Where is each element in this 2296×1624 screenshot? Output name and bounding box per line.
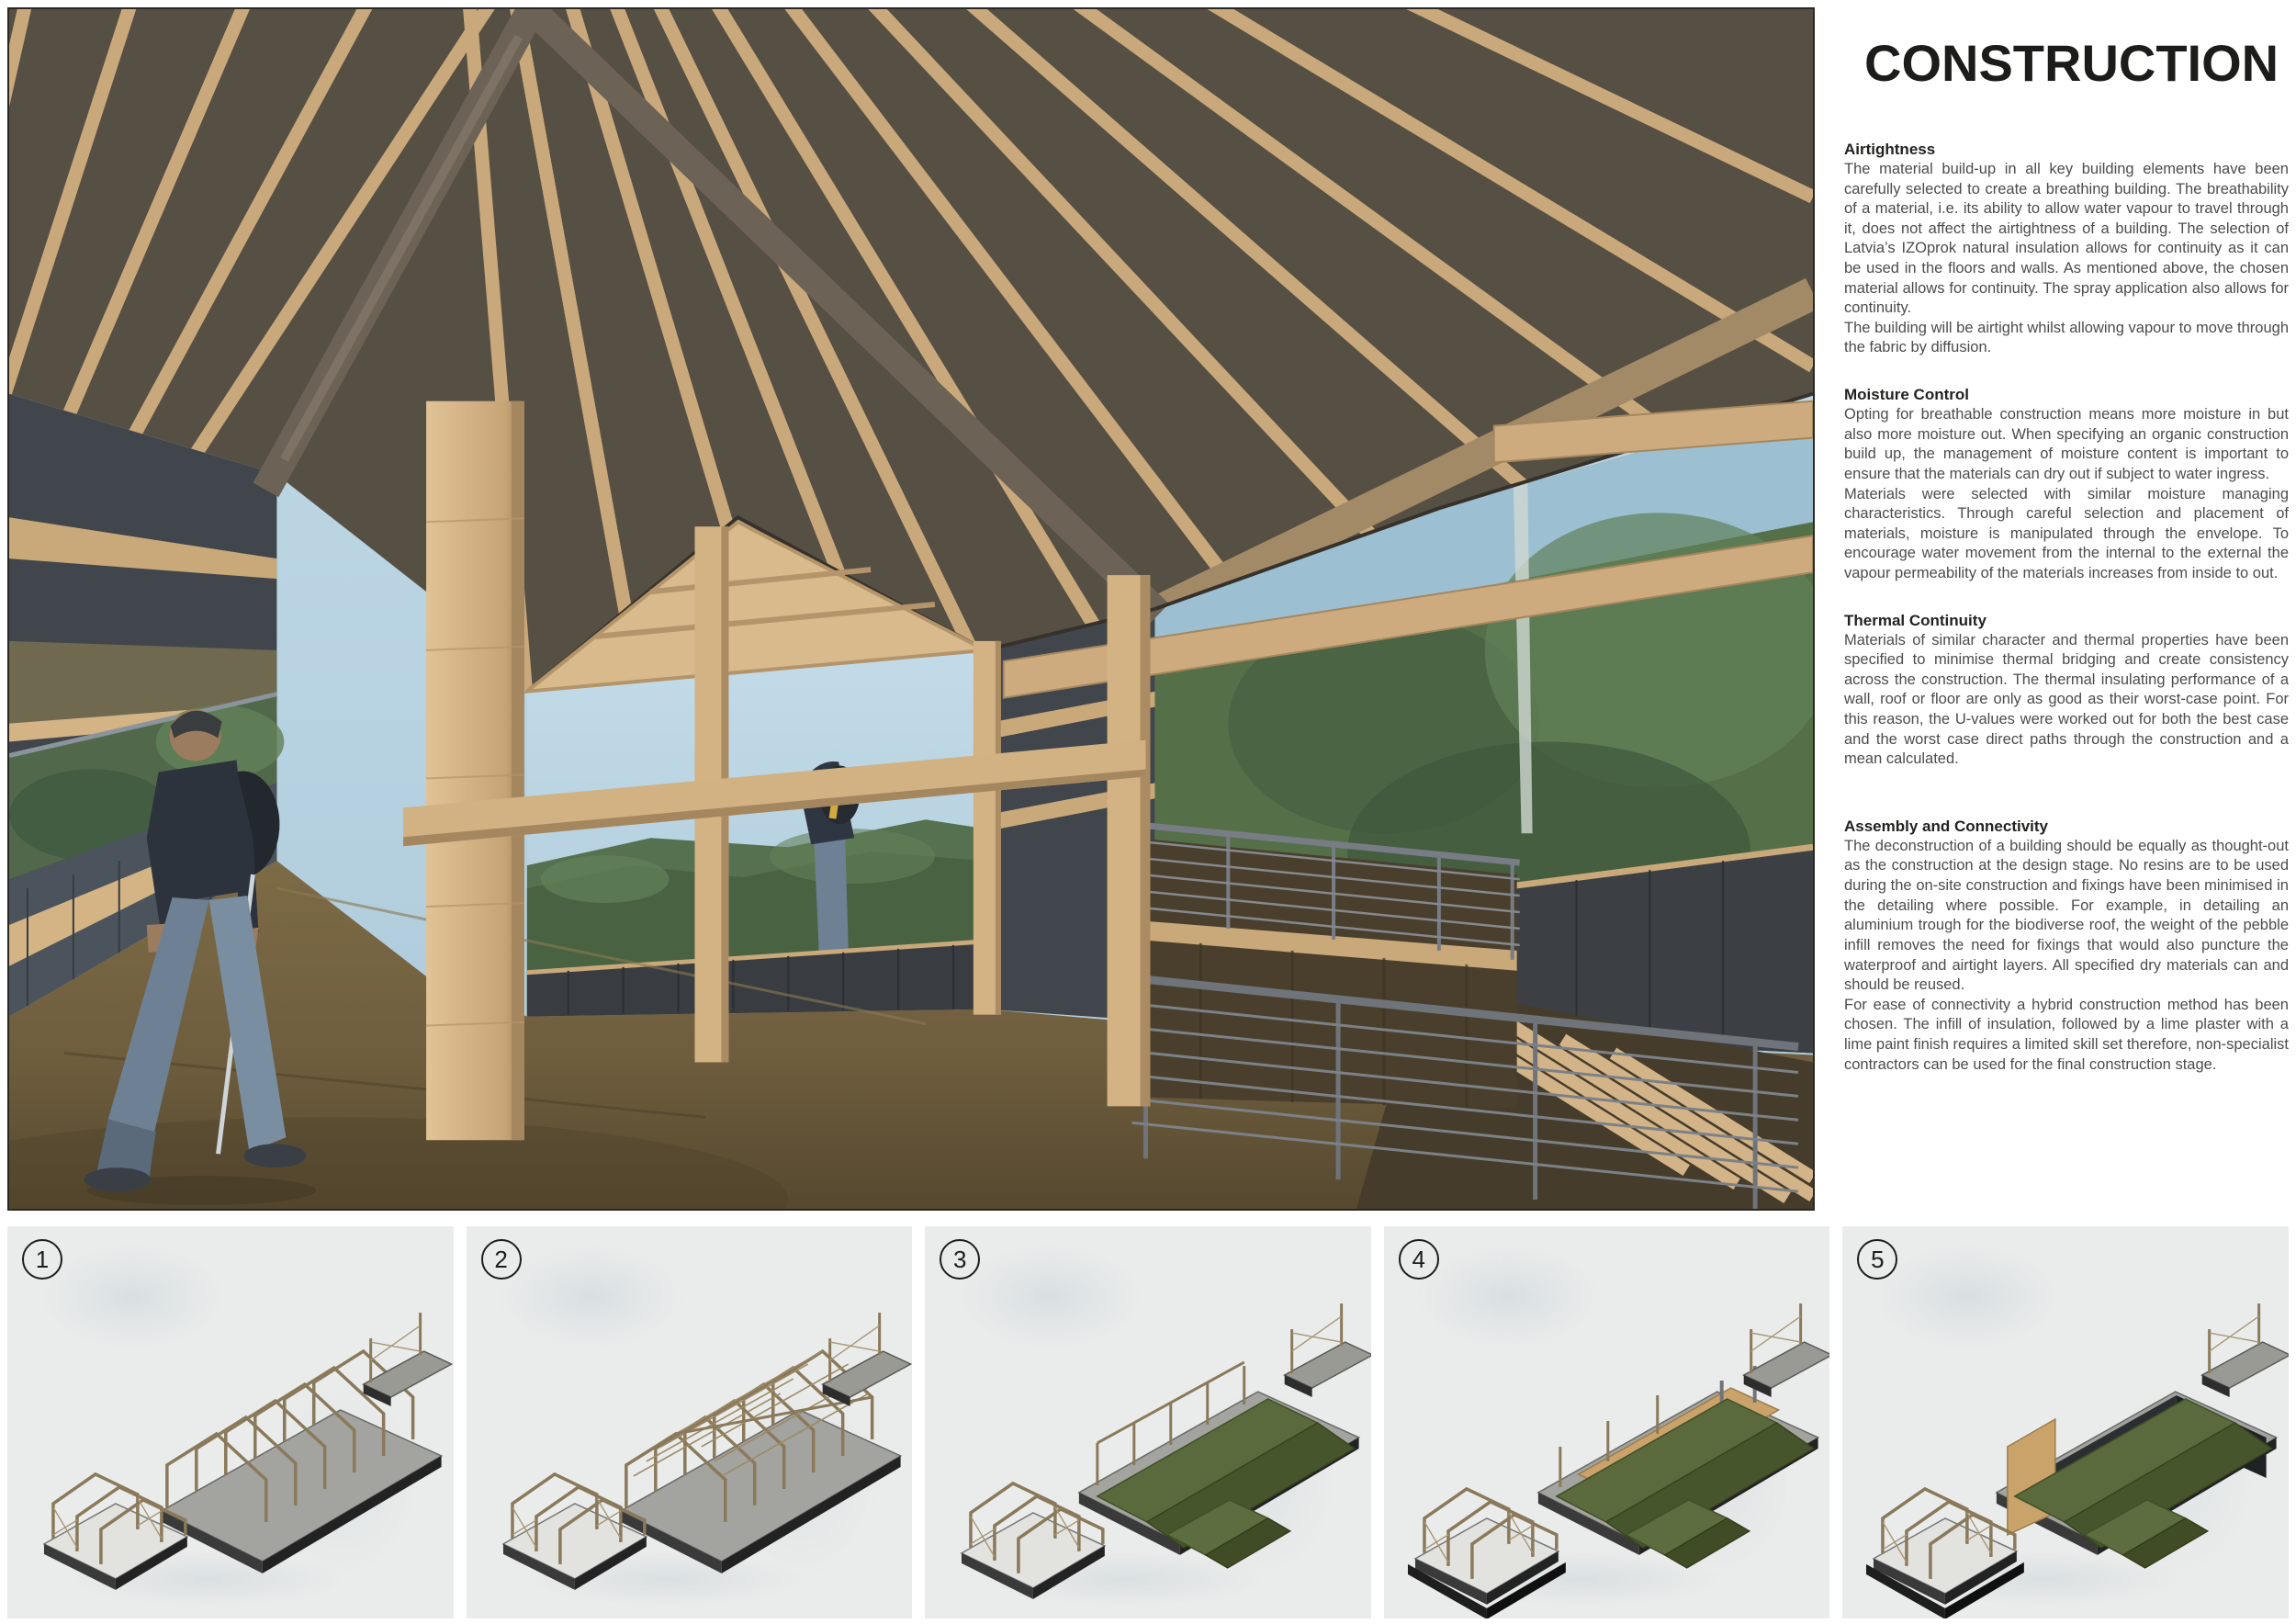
- sequence-step-5: [1842, 1226, 2289, 1618]
- section-heading: Assembly and Connectivity: [1844, 817, 2049, 835]
- section-paragraph: The deconstruction of a building should be equally as thought-out as the construction at the design stage. No resins are to be used during the on-site construction and fixings have been minimised in the detailing where possible. For example, in detailing an aluminium trough for the biodiverse roof, the weight of the pebble infill removes the need for fixings that would also puncture the waterproof and airtight layers. All specified dry materials can and should be reused.: [1844, 837, 2289, 994]
- step-number: 3: [952, 1245, 967, 1273]
- section-paragraph: Materials were selected with similar moisture managing characteristics. Through careful selection and placement of materials, moisture is manipulated through the envelope. To encourage water movement from the internal to the external the vapour permeability of the materials increases from inside to out.: [1844, 485, 2289, 581]
- section-heading: Moisture Control: [1844, 386, 1969, 404]
- section-assembly-connectivity: [1844, 818, 2289, 1075]
- section-thermal-continuity: [1844, 612, 2289, 770]
- step-number-badge: [1399, 1239, 1439, 1280]
- step-2-illustration: [467, 1226, 913, 1618]
- section-paragraph: The building will be airtight whilst allowing vapour to move through the fabric by diffusion.: [1844, 319, 2289, 356]
- step-5-illustration: [1842, 1226, 2289, 1618]
- sequence-step-2: [467, 1226, 913, 1618]
- step-number-badge: [940, 1239, 980, 1280]
- timber-pier: [426, 401, 524, 1141]
- step-4-illustration: [1384, 1226, 1830, 1618]
- sequence-step-3: [925, 1226, 1371, 1618]
- page-title: CONSTRUCTION: [1864, 34, 2279, 92]
- section-paragraph: For ease of connectivity a hybrid construction method has been chosen. The infill of insulation, followed by a lime plaster with a lime paint finish requires a limited skill set therefore, non-specialist contractors can be used for the final construction stage.: [1844, 996, 2289, 1073]
- step-number: 2: [494, 1245, 508, 1273]
- step-number-badge: [481, 1239, 522, 1280]
- step-1-illustration: [7, 1226, 454, 1618]
- step-number-badge: [22, 1239, 62, 1280]
- secondary-post: [974, 641, 1001, 1015]
- sequence-step-1: [7, 1226, 454, 1618]
- construction-sequence: [7, 1226, 2289, 1618]
- section-heading: Thermal Continuity: [1844, 611, 1986, 629]
- interior-render: [7, 7, 1815, 1211]
- text-column: [1844, 9, 2289, 1102]
- step-number: 5: [1871, 1245, 1885, 1273]
- step-number: 1: [35, 1245, 50, 1273]
- section-airtightness: [1844, 141, 2289, 358]
- step-number: 4: [1412, 1245, 1426, 1273]
- interior-render-art: [9, 9, 1813, 1209]
- sequence-step-4: [1384, 1226, 1830, 1618]
- section-paragraph: Materials of similar character and thermal properties have been specified to minimise thermal bridging and create consistency across the construction. The thermal insulating performance of a wall, roof or floor are only as good as their worst-case point. For this reason, the U-values were worked out for both the best case and the worst case direct paths through the construction and a mean calculated.: [1844, 631, 2289, 768]
- section-moisture-control: [1844, 386, 2289, 583]
- step-3-illustration: [925, 1226, 1371, 1618]
- stair-post: [1108, 575, 1151, 1106]
- section-paragraph: The material build-up in all key building elements have been carefully selected to create a breathing building. The breathability of a material, i.e. its ability to allow water vapour to travel through it, does not affect the airtightness of a building. The selection of Latvia’s IZOprok natural insulation allows for continuity as it can be used in the floors and walls. As mentioned above, the chosen material allows for continuity. The spray application also allows for continuity.: [1844, 161, 2289, 317]
- section-paragraph: Opting for breathable construction means more moisture in but also more moisture out. When specifying an organic construction build up, the management of moisture content is important to ensure that the materials can dry out if subject to water ingress.: [1844, 406, 2289, 482]
- section-heading: Airtightness: [1844, 141, 1936, 158]
